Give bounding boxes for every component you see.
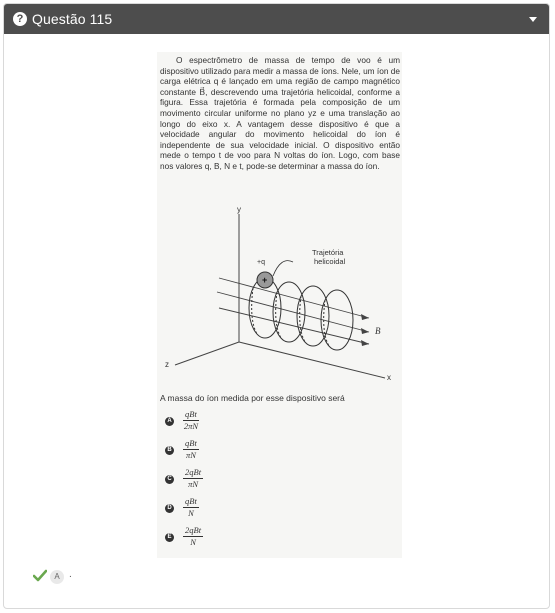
checkmark-icon bbox=[33, 569, 47, 583]
option-letter: A bbox=[165, 417, 174, 426]
option-d[interactable] bbox=[165, 496, 285, 522]
option-a-formula: qBt 2πN bbox=[183, 409, 198, 431]
trajectory-label-1: Trajetória bbox=[312, 248, 344, 257]
svg-text:+: + bbox=[262, 275, 268, 285]
option-d-formula: qBt N bbox=[185, 496, 197, 518]
trajectory-label-2: helicoidal bbox=[314, 257, 346, 266]
x-axis bbox=[239, 342, 385, 378]
helix-loop-4 bbox=[321, 290, 353, 350]
question-stem: A massa do íon medida por esse dispositivo será bbox=[160, 393, 345, 403]
option-b[interactable] bbox=[165, 438, 285, 464]
option-letter: C bbox=[165, 475, 174, 484]
option-c-formula: 2qBt πN bbox=[185, 467, 202, 489]
axis-y-label: y bbox=[237, 205, 241, 214]
question-circle-icon: ? bbox=[13, 12, 27, 26]
answer-suffix: . bbox=[69, 569, 72, 580]
helix-diagram bbox=[157, 200, 402, 390]
option-b-formula: qBt πN bbox=[185, 438, 197, 460]
option-e-formula: 2qBt N bbox=[185, 525, 202, 547]
option-a[interactable] bbox=[165, 409, 285, 435]
option-c[interactable] bbox=[165, 467, 285, 493]
answer-badge: A bbox=[50, 570, 64, 584]
option-letter: D bbox=[165, 504, 174, 513]
axis-x-label: x bbox=[387, 373, 391, 382]
axis-z-label: z bbox=[165, 360, 169, 369]
field-b-label: B⃗ bbox=[375, 326, 388, 336]
question-title: Questão 115 bbox=[32, 11, 113, 27]
option-e[interactable] bbox=[165, 525, 285, 551]
option-letter: E bbox=[165, 533, 174, 542]
z-axis bbox=[175, 342, 239, 365]
option-letter: B bbox=[165, 446, 174, 455]
question-header[interactable] bbox=[4, 4, 549, 34]
trajectory-pointer bbox=[273, 261, 293, 276]
charge-label: +q bbox=[257, 259, 265, 266]
question-text: O espectrômetro de massa de tempo de voo é um dispositivo utilizado para medir a massa de íons. Nele, um íon de carga elétrica q é lançado em uma região de campo magnético constante B⃗, descrevendo uma trajetória helicoidal, conforme a figura. Essa trajetória é formada pela composição de um movimento circular uniforme no plano yz e uma translação ao longo do eixo x. A vantagem desse dispositivo é que a velocidade angular do movimento helicoidal do íon é independente de sua velocidade inicial. O dispositivo então mede o tempo t de voo para N voltas do íon. Logo, com base nos valores q, B, N e t, pode-se determinar a massa do íon. bbox=[160, 55, 400, 171]
caret-down-icon[interactable] bbox=[529, 17, 537, 22]
